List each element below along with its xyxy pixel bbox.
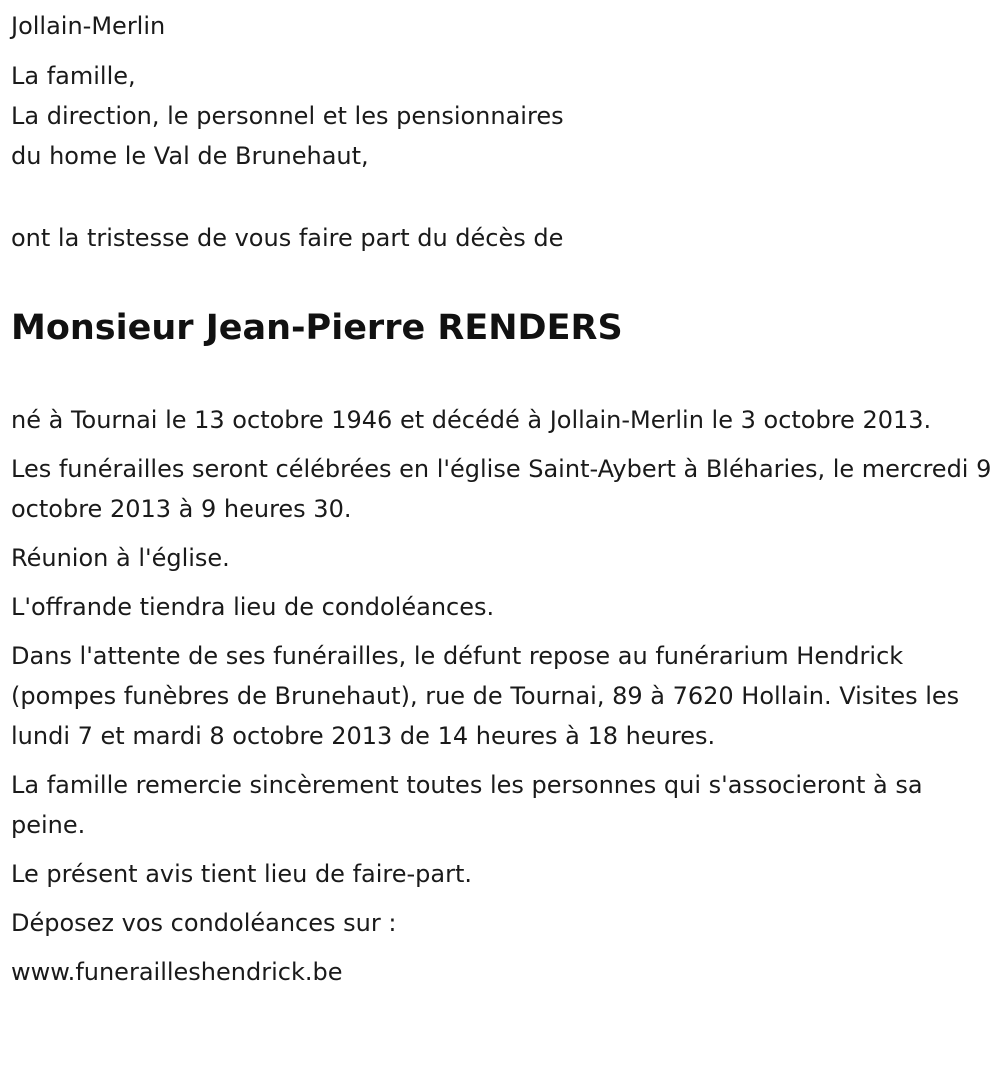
condolences-prompt: Déposez vos condoléances sur : [11, 909, 397, 937]
visitation-details: Dans l'attente de ses funérailles, le défunt repose au funérarium Hendrick (pompes funèbres de Brunehaut), rue de Tournai, 89 à 7620 Hollain. Visites les lundi 7 et mardi 8 octobre 2013 de 14 heures à 18 heures. [11, 642, 960, 750]
family-list [11, 56, 993, 176]
location-heading: Jollain-Merlin [11, 12, 166, 40]
family-line: du home le Val de Brunehaut, [11, 142, 369, 170]
funeral-service-details: Les funérailles seront célébrées en l'église Saint-Aybert à Bléharies, le mercredi 9 octobre 2013 à 9 heures 30. [11, 455, 992, 523]
offering-text: L'offrande tiendra lieu de condoléances. [11, 593, 495, 621]
funeral-home-website-link[interactable]: www.funerailleshendrick.be [11, 958, 343, 986]
obituary-notice [11, 0, 993, 992]
announcement-text: ont la tristesse de vous faire part du décès de [11, 224, 564, 252]
family-line: La famille, [11, 62, 136, 90]
notice-statement: Le présent avis tient lieu de faire-part. [11, 860, 473, 888]
meeting-point-text: Réunion à l'église. [11, 544, 230, 572]
birth-death-details: né à Tournai le 13 octobre 1946 et décédé à Jollain-Merlin le 3 octobre 2013. [11, 406, 932, 434]
family-line: La direction, le personnel et les pensionnaires [11, 102, 564, 130]
thanks-text: La famille remercie sincèrement toutes les personnes qui s'associeront à sa peine. [11, 771, 923, 839]
deceased-name: Monsieur Jean-Pierre RENDERS [11, 308, 623, 348]
